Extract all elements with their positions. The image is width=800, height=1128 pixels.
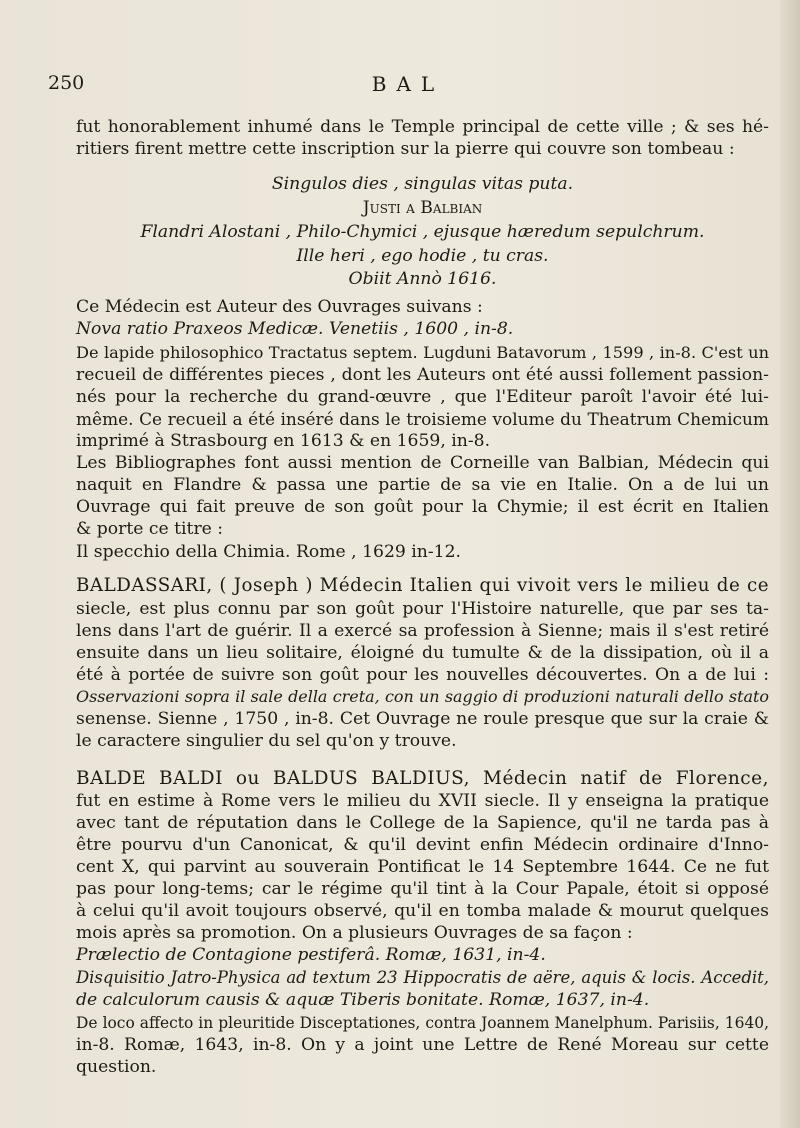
page-header <box>48 72 768 98</box>
text-line: & porte ce titre : <box>76 519 224 539</box>
text-line: mois après sa promotion. On a plusieurs Ouvrages de sa façon : <box>76 923 633 943</box>
text-line: même. Ce recueil a été inséré dans le troisieme volume du Theatrum Chemicum <box>76 409 769 429</box>
text-line: le caractere singulier du sel qu'on y trouve. <box>76 731 457 751</box>
text-line: pas pour long-tems; car le régime qu'il tint à la Cour Papale, étoit si opposé <box>76 879 769 899</box>
text-line: avec tant de réputation dans le College de la Sapience, qu'il ne tarda pas à <box>76 813 769 833</box>
text-line: senense. Sienne , 1750 , in-8. Cet Ouvrage ne roule presque que sur la craie & <box>76 709 769 729</box>
epitaph-line: Obiit Annò 1616. <box>348 269 497 289</box>
text-line: ensuite dans un lieu solitaire, éloigné du tumulte & de la dissipation, où il a <box>76 643 769 663</box>
bibliography-entry: Osservazioni sopra il sale della creta, con un saggio di produzioni naturali dello stato <box>76 687 769 706</box>
text-line: recueil de différentes pieces , dont les Auteurs ont été aussi follement passion- <box>76 365 769 385</box>
bibliography-entry: Nova ratio Praxeos Medicæ. Venetiis , 1600 , in-8. <box>76 319 514 339</box>
facing-page-edge <box>780 0 800 1128</box>
bibliography-entry: Disquisitio Jatro-Physica ad textum 23 Hippocratis de aëre, aquis & locis. Accedit, <box>76 968 769 987</box>
epitaph-line: Singulos dies , singulas vitas puta. <box>271 174 574 194</box>
text-line: Les Bibliographes font aussi mention de Corneille van Balbian, Médecin qui <box>76 453 769 473</box>
text-line: lens dans l'art de guérir. Il a exercé sa profession à Sienne; mais il s'est retiré <box>76 621 769 641</box>
text-line: ritiers firent mettre cette inscription sur la pierre qui couvre son tombeau : <box>76 139 735 159</box>
text-line: cent X, qui parvint au souverain Pontificat le 14 Septembre 1644. Ce ne fut <box>76 857 769 877</box>
bibliography-entry: de calculorum causis & aquæ Tiberis bonitate. Romæ, 1637, in-4. <box>76 990 650 1010</box>
running-head: BAL <box>371 72 445 96</box>
text-line: fut en estime à Rome vers le milieu du XVII siecle. Il y enseigna la pratique <box>76 791 769 811</box>
bibliography-entry: Il specchio della Chimia. Rome , 1629 in-12. <box>76 542 461 562</box>
entry-heading-line: BALDE BALDI ou BALDUS BALDIUS, Médecin natif de Florence, <box>76 768 769 789</box>
text-line: imprimé à Strasbourg en 1613 & en 1659, in-8. <box>76 431 491 451</box>
bibliography-entry: Prælectio de Contagione pestiferâ. Romæ, 1631, in-4. <box>76 945 546 965</box>
bibliography-entry: De loco affecto in pleuritide Disceptationes, contra Joannem Manelphum. Parisiis, 1640, <box>76 1014 769 1032</box>
epitaph-line: Ille heri , ego hodie , tu cras. <box>296 246 549 266</box>
bibliography-entry: De lapide philosophico Tractatus septem. Lugduni Batavorum , 1599 , in-8. C'est un <box>76 343 769 362</box>
entry-heading-line: BALDASSARI, ( Joseph ) Médecin Italien qui vivoit vers le milieu de ce <box>76 575 769 596</box>
text-line: été à portée de suivre son goût pour les nouvelles découvertes. On a de lui : <box>76 665 769 685</box>
text-line: naquit en Flandre & passa une partie de sa vie en Italie. On a de lui un <box>76 475 769 495</box>
text-line: fut honorablement inhumé dans le Temple principal de cette ville ; & ses hé- <box>76 117 769 137</box>
text-line: in-8. Romæ, 1643, in-8. On y a joint une Lettre de René Moreau sur cette <box>76 1035 769 1055</box>
text-line: Ouvrage qui fait preuve de son goût pour la Chymie; il est écrit en Italien <box>76 497 769 517</box>
page-number: 250 <box>48 72 85 94</box>
text-line: Ce Médecin est Auteur des Ouvrages suivans : <box>76 297 483 317</box>
epitaph-line: Justi a Balbian <box>362 198 483 218</box>
text-line: être pourvu d'un Canonicat, & qu'il devint enfin Médecin ordinaire d'Inno- <box>76 835 769 855</box>
text-line: siecle, est plus connu par son goût pour l'Histoire naturelle, que par ses ta- <box>76 599 769 619</box>
text-line: nés pour la recherche du grand-œuvre , que l'Editeur paroît l'avoir été lui- <box>76 387 769 407</box>
epitaph-line: Flandri Alostani , Philo-Chymici , ejusque hæredum sepulchrum. <box>140 222 705 242</box>
text-line: question. <box>76 1057 157 1077</box>
text-line: à celui qu'il avoit toujours observé, qu'il en tomba malade & mourut quelques <box>76 901 769 921</box>
